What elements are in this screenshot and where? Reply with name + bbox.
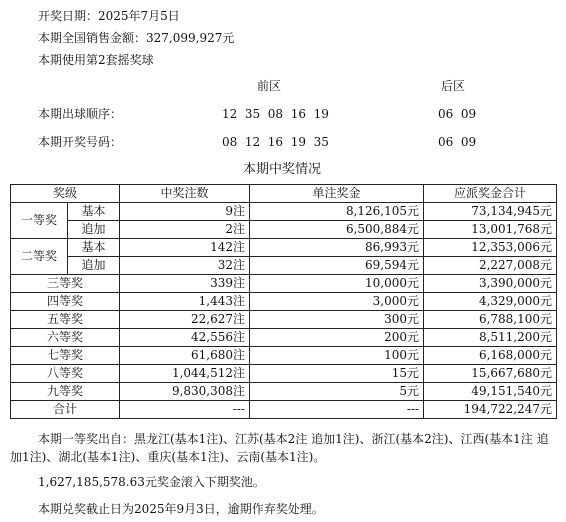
winner-count: 32注 — [120, 257, 250, 275]
total-prize: 3,390,000元 — [424, 275, 557, 293]
tier-name: 四等奖 — [11, 293, 120, 311]
total-prize: 4,329,000元 — [424, 293, 557, 311]
table-row — [11, 203, 557, 221]
table-row — [11, 347, 557, 365]
total-prize: 8,511,200元 — [424, 329, 557, 347]
unit-prize: 100元 — [250, 347, 424, 365]
unit-prize: 86,993元 — [250, 239, 424, 257]
sum-total: 194,722,247元 — [424, 401, 557, 419]
table-row — [11, 383, 557, 401]
ball-set: 本期使用第2套摇奖球 — [38, 53, 154, 67]
draw-front-numbers: 08 12 16 19 35 — [222, 135, 329, 149]
total-prize: 6,788,100元 — [424, 311, 557, 329]
header-tier: 奖级 — [11, 185, 120, 203]
claim-deadline: 本期兑奖截止日为2025年9月3日，逾期作弃奖处理。 — [38, 502, 324, 516]
tier-name: 九等奖 — [11, 383, 120, 401]
sales-amount: 本期全国销售金额：327,099,927元 — [38, 31, 235, 45]
total-prize: 15,667,680元 — [424, 365, 557, 383]
table-header-row — [11, 185, 557, 203]
winner-count: 42,556注 — [120, 329, 250, 347]
unit-prize: 5元 — [250, 383, 424, 401]
total-prize: 49,151,540元 — [424, 383, 557, 401]
tier-name: 三等奖 — [11, 275, 120, 293]
sub-tier: 追加 — [68, 257, 120, 275]
winner-count: 339注 — [120, 275, 250, 293]
table-row — [11, 329, 557, 347]
unit-prize: 200元 — [250, 329, 424, 347]
back-zone-label: 后区 — [441, 79, 466, 93]
total-prize: 13,001,768元 — [424, 221, 557, 239]
table-row — [11, 257, 557, 275]
draw-label: 本期开奖号码： — [38, 135, 123, 149]
winner-count: 142注 — [120, 239, 250, 257]
jackpot-rollover: 1,627,185,578.63元奖金滚入下期奖池。 — [38, 475, 265, 489]
draw-date: 开奖日期：2025年7月5日 — [38, 9, 180, 23]
total-prize: 12,353,006元 — [424, 239, 557, 257]
order-front-numbers: 12 35 08 16 19 — [222, 107, 329, 121]
winner-count: 2注 — [120, 221, 250, 239]
sub-tier: 基本 — [68, 239, 120, 257]
total-prize: 73,134,945元 — [424, 203, 557, 221]
header-count: 中奖注数 — [120, 185, 250, 203]
tier-name: 一等奖 — [11, 203, 68, 239]
tier-name: 七等奖 — [11, 347, 120, 365]
order-back-numbers: 06 09 — [438, 107, 477, 121]
winner-count: 1,443注 — [120, 293, 250, 311]
tier-name: 二等奖 — [11, 239, 68, 275]
header-prize: 单注奖金 — [250, 185, 424, 203]
tier-name: 五等奖 — [11, 311, 120, 329]
unit-prize: 10,000元 — [250, 275, 424, 293]
sub-tier: 基本 — [68, 203, 120, 221]
winner-count: 9,830,308注 — [120, 383, 250, 401]
header-total: 应派奖金合计 — [424, 185, 557, 203]
sum-prize: --- — [250, 401, 424, 419]
table-row — [11, 275, 557, 293]
unit-prize: 300元 — [250, 311, 424, 329]
table-sum-row — [11, 401, 557, 419]
tier-name: 六等奖 — [11, 329, 120, 347]
unit-prize: 69,594元 — [250, 257, 424, 275]
tier-name: 八等奖 — [11, 365, 120, 383]
sum-label: 合计 — [11, 401, 120, 419]
table-row — [11, 293, 557, 311]
front-zone-label: 前区 — [257, 79, 282, 93]
unit-prize: 6,500,884元 — [250, 221, 424, 239]
sum-count: --- — [120, 401, 250, 419]
table-row — [11, 365, 557, 383]
table-row — [11, 221, 557, 239]
order-label: 本期出球顺序： — [38, 107, 123, 121]
winner-count: 1,044,512注 — [120, 365, 250, 383]
unit-prize: 15元 — [250, 365, 424, 383]
first-prize-origin: 本期一等奖出自：黑龙江(基本1注)、江苏(基本2注 追加1注)、浙江(基本2注)、江西(基本1注 追加1注)、湖北(基本1注)、重庆(基本1注)、云南(基本1注)。 — [10, 432, 549, 464]
unit-prize: 8,126,105元 — [250, 203, 424, 221]
prize-table — [10, 184, 557, 419]
table-title: 本期中奖情况 — [243, 162, 322, 177]
table-row — [11, 239, 557, 257]
sub-tier: 追加 — [68, 221, 120, 239]
total-prize: 2,227,008元 — [424, 257, 557, 275]
table-row — [11, 311, 557, 329]
winner-count: 22,627注 — [120, 311, 250, 329]
winner-count: 61,680注 — [120, 347, 250, 365]
winner-count: 9注 — [120, 203, 250, 221]
total-prize: 6,168,000元 — [424, 347, 557, 365]
draw-back-numbers: 06 09 — [438, 135, 477, 149]
unit-prize: 3,000元 — [250, 293, 424, 311]
